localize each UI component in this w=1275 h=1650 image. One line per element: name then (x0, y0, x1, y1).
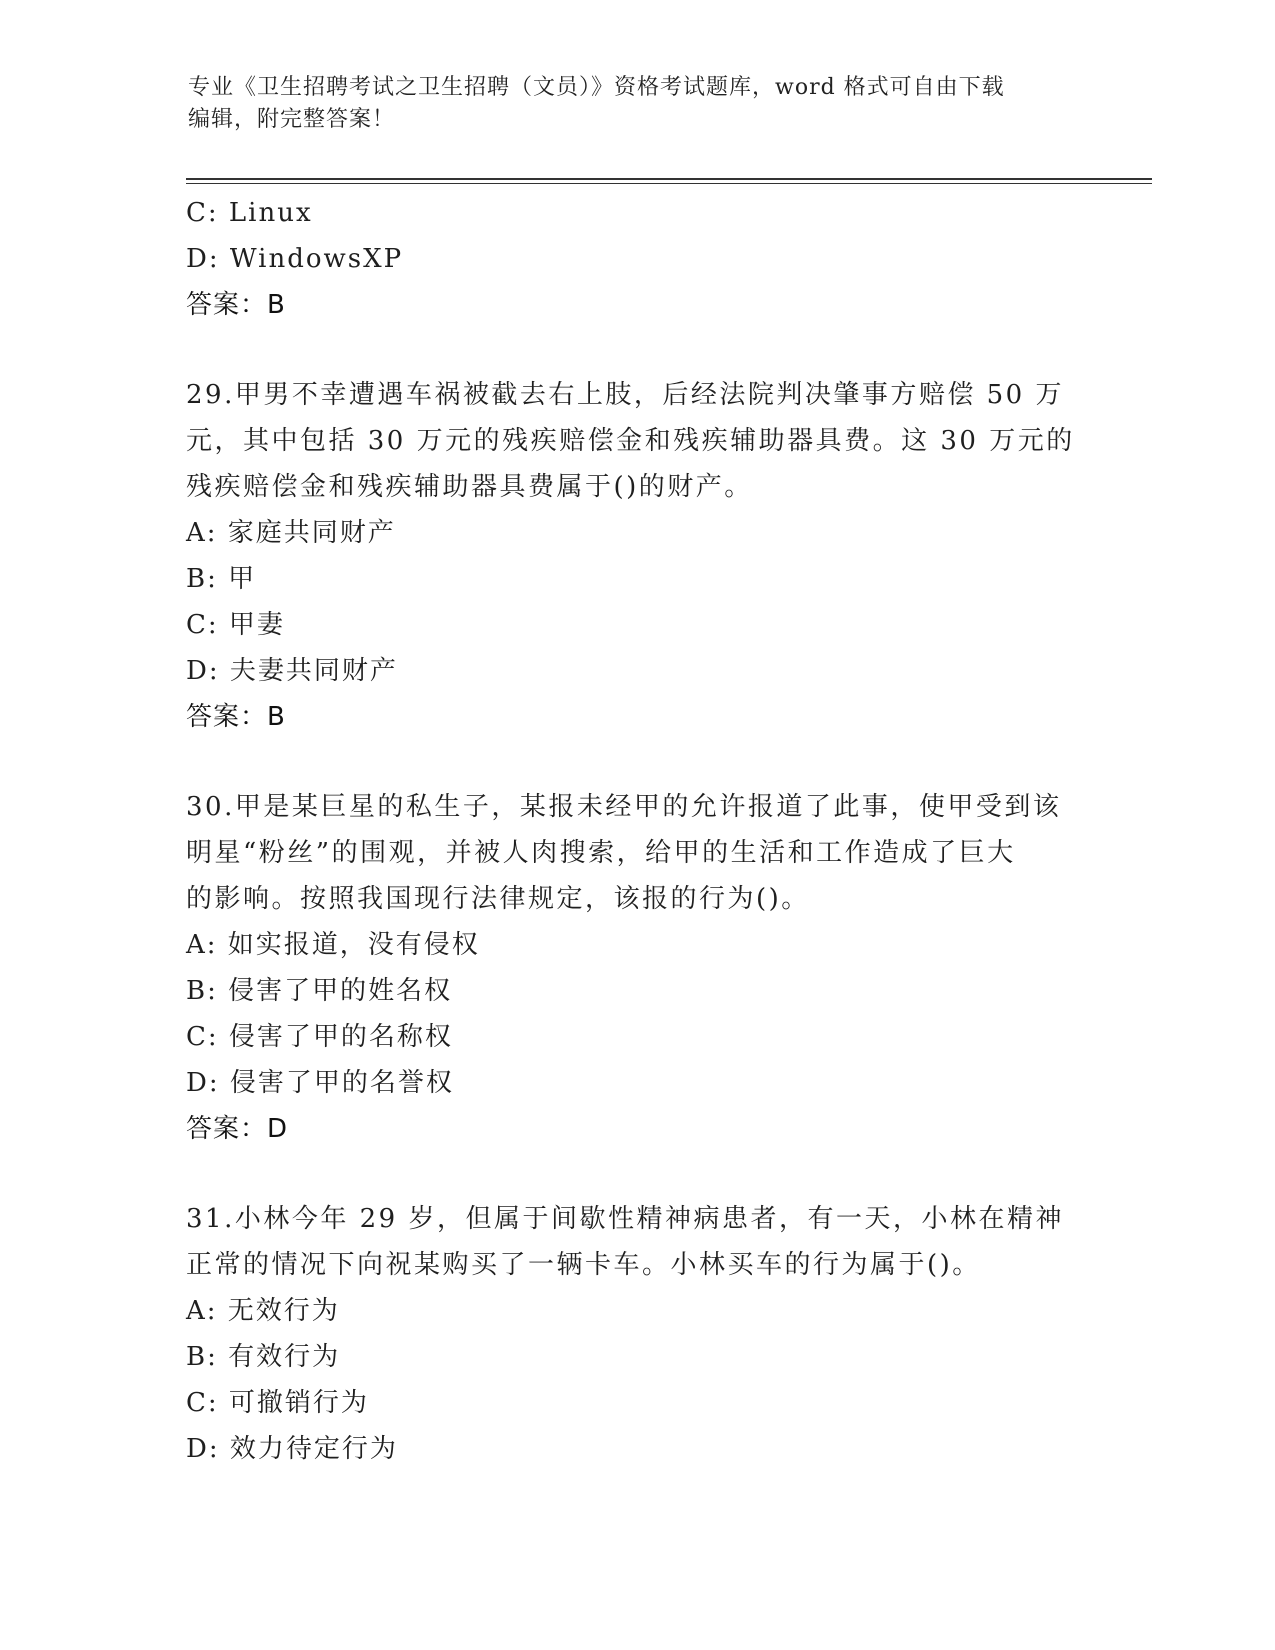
question-line: 正常的情况下向祝某购买了一辆卡车。小林买车的行为属于()。 (186, 1250, 981, 1280)
header-line-2: 编辑，附完整答案！ (188, 107, 396, 132)
option-c: C: 可撤销行为 (186, 1388, 369, 1418)
spacer (186, 328, 1086, 372)
option-a: A: 无效行为 (186, 1296, 340, 1326)
question-29 (186, 372, 1086, 740)
option-b: B: 甲 (186, 564, 257, 594)
answer-label: 答案：B (186, 702, 286, 732)
answer-label: 答案：D (186, 1114, 289, 1144)
question-28 (186, 190, 1086, 328)
header-line-1: 专业《卫生招聘考试之卫生招聘（文员）》资格考试题库，word 格式可自由下载 (188, 75, 1005, 100)
spacer (186, 740, 1086, 784)
question-line: 残疾赔偿金和残疾辅助器具费属于()的财产。 (186, 472, 753, 502)
question-line: 元，其中包括 30 万元的残疾赔偿金和残疾辅助器具费。这 30 万元的 (186, 426, 1075, 456)
question-30 (186, 784, 1086, 1152)
option-a: A: 家庭共同财产 (186, 518, 396, 548)
answer-label: 答案：B (186, 290, 286, 320)
question-list (186, 190, 1086, 1472)
option-d: D: WindowsXP (186, 244, 404, 274)
option-d: D: 效力待定行为 (186, 1434, 398, 1464)
question-text (186, 1196, 1086, 1288)
question-text (186, 784, 1086, 922)
option-d: D: 夫妻共同财产 (186, 656, 398, 686)
option-b: B: 有效行为 (186, 1342, 341, 1372)
page-header (188, 72, 1088, 136)
header-divider (186, 178, 1152, 184)
question-31 (186, 1196, 1086, 1472)
option-c: C: 甲妻 (186, 610, 285, 640)
question-line: 30.甲是某巨星的私生子，某报未经甲的允许报道了此事，使甲受到该 (186, 792, 1062, 822)
option-d: D: 侵害了甲的名誉权 (186, 1068, 454, 1098)
spacer (186, 1152, 1086, 1196)
question-line: 29.甲男不幸遭遇车祸被截去右上肢，后经法院判决肇事方赔偿 50 万 (186, 380, 1064, 410)
question-text (186, 372, 1086, 510)
question-line: 明星“粉丝”的围观，并被人肉搜索，给甲的生活和工作造成了巨大 (186, 838, 1016, 868)
question-line: 31.小林今年 29 岁，但属于间歇性精神病患者，有一天，小林在精神 (186, 1204, 1064, 1234)
option-a: A: 如实报道，没有侵权 (186, 930, 480, 960)
question-line: 的影响。按照我国现行法律规定，该报的行为()。 (186, 884, 810, 914)
option-b: B: 侵害了甲的姓名权 (186, 976, 453, 1006)
option-c: C: 侵害了甲的名称权 (186, 1022, 453, 1052)
option-c: C: Linux (186, 198, 313, 228)
